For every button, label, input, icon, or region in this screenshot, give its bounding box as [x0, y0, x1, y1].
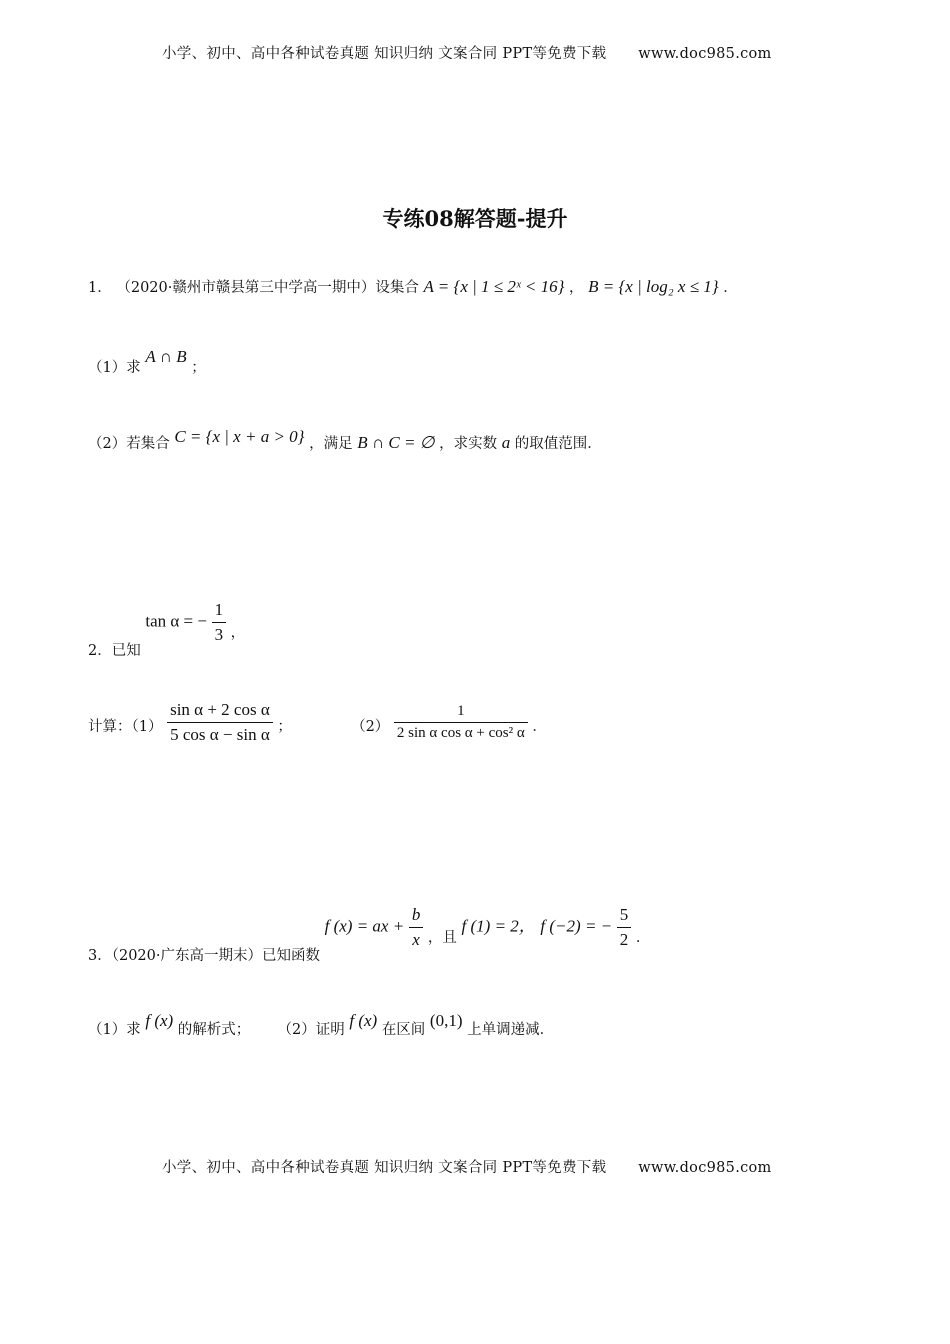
page-header — [162, 42, 772, 63]
q2-given-lhs: tan α = − — [145, 611, 207, 631]
q3-number: 3． — [88, 947, 112, 964]
q3-func-den: x — [409, 927, 424, 950]
q3-cond-2-fraction — [617, 905, 632, 950]
question-1 — [88, 276, 738, 297]
q2-e1-num: sin α + 2 cos α — [170, 700, 270, 719]
q2-given-end: ， — [230, 624, 246, 641]
q2-calc-label: 计算：（1） — [88, 718, 163, 735]
q1-p1-label: （1）求 — [88, 360, 141, 376]
q1-p2-end: 的取值范围． — [514, 436, 602, 452]
q2-e1-end: ； — [277, 718, 292, 735]
q3-func-lhs: f (x) = ax + — [324, 916, 405, 936]
q2-given-den: 3 — [212, 622, 227, 645]
q3-parts — [88, 1011, 555, 1039]
q2-e2-den: 2 sin α cos α + cos² α — [394, 722, 528, 742]
q3-func-num: b — [411, 905, 421, 924]
header-text: 小学、初中、高中各种试卷真题 知识归纳 文案合同 PPT等免费下载 — [162, 46, 607, 62]
header-url[interactable]: www.doc985.com — [638, 46, 772, 62]
q3-p2-label: （2）证明 — [277, 1022, 345, 1038]
q3-source: （2020·广东高一期末）已知函数 — [111, 947, 320, 964]
q2-e1-den: 5 cos α − sin α — [167, 722, 273, 745]
q1-p1-expr: A ∩ B — [145, 347, 187, 366]
q1-source: （2020·赣州市赣县第三中学高一期中）设集合 — [116, 280, 419, 296]
question-2 — [88, 600, 246, 659]
footer-text: 小学、初中、高中各种试卷真题 知识归纳 文案合同 PPT等免费下载 — [162, 1160, 607, 1176]
q1-set-b: B = {x | log₂ x ≤ 1} — [588, 277, 719, 296]
q1-p2-mid2: ，求实数 — [439, 436, 498, 452]
question-3 — [88, 905, 651, 964]
q1-part-2 — [88, 427, 602, 453]
q1-p2-set-c: C = {x | x + a > 0} — [174, 427, 305, 446]
q3-p2-f: f (x) — [349, 1011, 378, 1030]
q2-given-fraction — [212, 600, 227, 645]
q1-p2-mid: ，满足 — [309, 436, 353, 452]
q3-cond-1: f (1) = 2， — [461, 916, 536, 936]
q3-p2-text1: 在区间 — [381, 1022, 426, 1038]
q3-func-fraction — [409, 905, 424, 950]
q2-part-2-label: （2） — [351, 718, 390, 735]
q2-e2-end: ． — [532, 718, 547, 735]
q3-p1-label: （1）求 — [88, 1022, 141, 1038]
q3-cond2-den: 2 — [617, 927, 632, 950]
q1-number: 1． — [88, 280, 112, 296]
q3-end: ． — [635, 929, 651, 946]
q3-p1-text: 的解析式； — [177, 1022, 251, 1038]
page-title: 专练08解答题-提升 — [382, 206, 568, 231]
q1-p2-label: （2）若集合 — [88, 436, 170, 452]
q2-number: 2．已知 — [88, 642, 141, 659]
q3-cond2-num: 5 — [619, 905, 629, 924]
q2-expr-1 — [167, 700, 273, 745]
q3-p2-text2: 上单调递减． — [467, 1022, 555, 1038]
q3-cond-2-lhs: f (−2) = − — [540, 916, 613, 936]
q3-p1-f: f (x) — [145, 1011, 174, 1030]
q1-p1-end: ； — [191, 360, 206, 376]
footer-url[interactable]: www.doc985.com — [638, 1160, 772, 1176]
q2-expr-2 — [394, 703, 528, 742]
q2-calc — [88, 700, 547, 745]
q2-given-num: 1 — [214, 600, 224, 619]
q1-end: ． — [723, 280, 738, 296]
q3-p2-interval: (0,1) — [429, 1011, 463, 1030]
q1-set-a: A = {x | 1 ≤ 2ˣ < 16} — [423, 277, 565, 296]
q1-p2-cond: B ∩ C = ∅ — [357, 433, 435, 452]
q1-part-1 — [88, 347, 206, 377]
q1-p2-var: a — [501, 433, 511, 452]
q2-e2-num: 1 — [457, 703, 465, 719]
q1-sep: ， — [569, 280, 584, 296]
q3-mid: ，且 — [427, 929, 457, 946]
page-footer — [162, 1156, 772, 1177]
